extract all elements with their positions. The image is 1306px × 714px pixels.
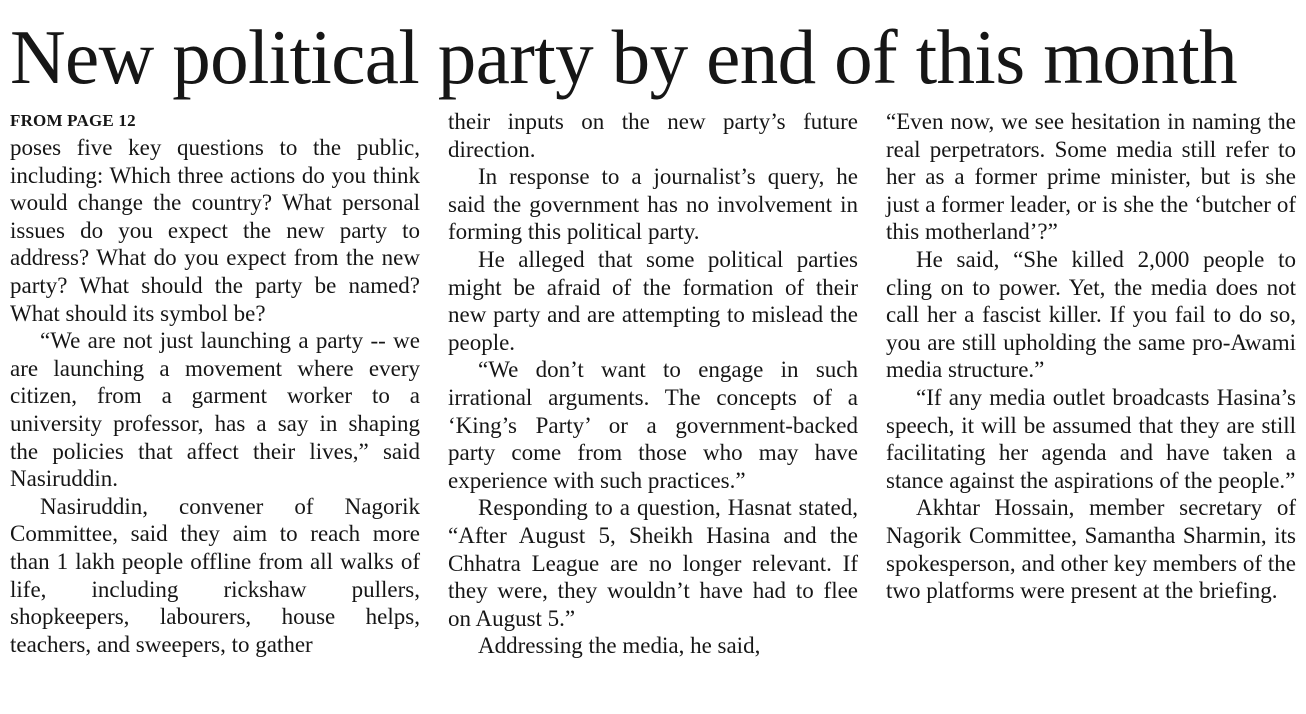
body-paragraph: their inputs on the new party’s future direction.	[448, 109, 858, 162]
body-paragraph: In response to a journalist’s query, he said the government has no involvement in forming this political party.	[448, 164, 858, 245]
body-paragraph: “If any media outlet broadcasts Hasina’s speech, it will be assumed that they are still facilitating her agenda and have taken a stance against the aspirations of the people.”	[886, 384, 1296, 493]
body-paragraph: “We are not just launching a party -- we are launching a movement where every citizen, from a garment worker to a university professor, has a say in shaping the policies that affect their lives,” said Nasiruddin.	[10, 328, 420, 492]
article-column-1	[10, 108, 420, 658]
body-paragraph: He alleged that some political parties might be afraid of the formation of their new party and are attempting to mislead the people.	[448, 246, 858, 355]
body-paragraph: “Even now, we see hesitation in naming the real perpetrators. Some media still refer to her as a former prime minister, but is she just a former leader, or is she the ‘butcher of this motherland’?”	[886, 109, 1296, 245]
body-paragraph: Nasiruddin, convener of Nagorik Committee, said they aim to reach more than 1 lakh people offline from all walks of life, including rickshaw pullers, shopkeepers, labourers, house helps, teachers, and sweepers, to gather	[10, 493, 420, 657]
body-paragraph: Addressing the media, he said,	[478, 633, 761, 659]
continuation-kicker: FROM PAGE 12	[10, 111, 136, 130]
body-paragraph: “We don’t want to engage in such irrational arguments. The concepts of a ‘King’s Party’ or a government-backed party come from those who may have experience with such practices.”	[448, 357, 858, 493]
article-column-2	[448, 108, 858, 660]
body-paragraph: He said, “She killed 2,000 people to cling on to power. Yet, the media does not call her a fascist killer. If you fail to do so, you are still upholding the same pro-Awami media structure.”	[886, 246, 1296, 383]
body-paragraph: poses five key questions to the public, including: Which three actions do you think would change the country? What personal issues do you expect the new party to address? What do you expect from the new party? What should the party be named? What should its symbol be?	[10, 135, 420, 326]
body-paragraph: Responding to a question, Hasnat stated, “After August 5, Sheikh Hasina and the Chhatra League are no longer relevant. If they were, they wouldn’t have had to flee on August 5.”	[448, 495, 858, 631]
article-headline: New political party by end of this month	[10, 14, 1238, 100]
body-paragraph: Akhtar Hossain, member secretary of Nagorik Committee, Samantha Sharmin, its spokesperson, and other key members of the two platforms were present at the briefing.	[886, 495, 1296, 604]
article-column-3	[886, 108, 1296, 605]
